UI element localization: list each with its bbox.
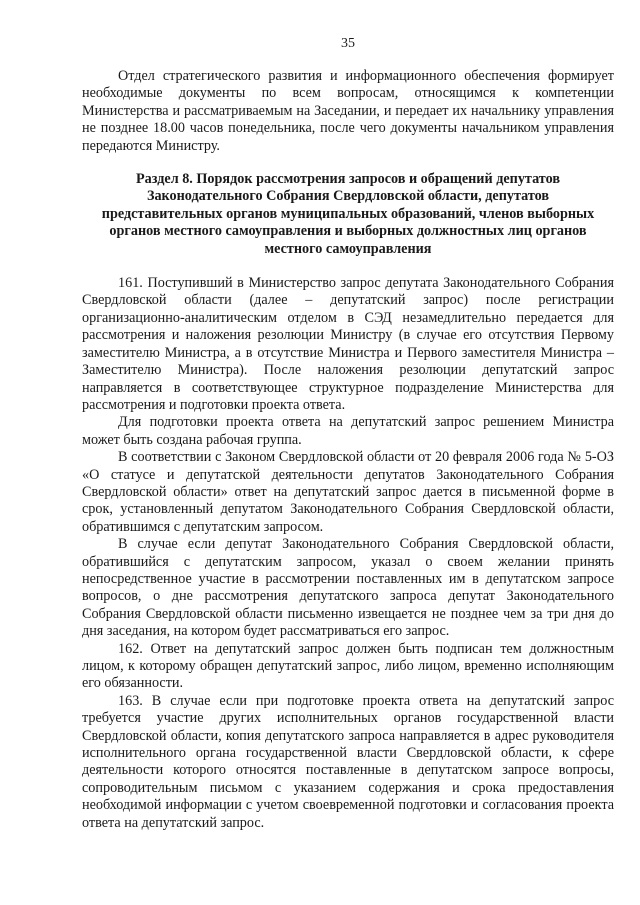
paragraph-163: 163. В случае если при подготовке проекта ответа на депутатский запрос требуется участие других исполнительных органов государственной власти Свердловской области, копия депутатского запроса направляется в адрес руководителя исполнительного органа государственной власти Свердловской области, к сфере деятельности которого относятся поставленные в депутатском запросе вопросы, сопроводительным письмом с указанием содержания и срока предоставления необходимой информации с учетом своевременной подготовки и согласования проекта ответа на депутатский запрос. <box>82 692 614 831</box>
section-heading: Раздел 8. Порядок рассмотрения запросов и обращений депутатов Законодательного Собрания Свердловской области, депутатов представительных органов муниципальных образований, членов выборных органов местного самоуправления и выборных должностных лиц органов местного самоуправления <box>101 171 595 257</box>
paragraph-law-reference: В соответствии с Законом Свердловской области от 20 февраля 2006 года № 5-ОЗ «О статусе и депутатской деятельности депутатов Законодательного Собрания Свердловской области» ответ на депутатский запрос дается в письменной форме в срок, установленный депутатом Законодательного Собрания Свердловской области, обратившимся с депутатским запросом. <box>82 449 614 535</box>
paragraph-161: 161. Поступивший в Министерство запрос депутата Законодательного Собрания Свердловской области (далее – депутатский запрос) после регистрации организационно-аналитическим отделом в СЭД незамедлительно передается для рассмотрения и наложения резолюции Министру (в случае его отсутствия Первому заместителю Министра, а в отсутствие Министра и Первого заместителя Министра – Заместителю Министра). После наложения резолюции депутатский запрос направляется в соответствующее структурное подразделение Министерства для рассмотрения и подготовки проекта ответа. <box>82 275 614 413</box>
paragraph-working-group: Для подготовки проекта ответа на депутатский запрос решением Министра может быть создана рабочая группа. <box>82 414 614 448</box>
page-number: 35 <box>341 36 355 51</box>
intro-paragraph: Отдел стратегического развития и информационного обеспечения формирует необходимые документы по всем вопросам, относящимся к компетенции Министерства и рассматриваемым на Заседании, и передает их начальнику управления не позднее 18.00 часов понедельника, после чего документы начальником управления передаются Министру. <box>82 68 614 154</box>
document-body <box>82 68 614 832</box>
paragraph-deputy-participation: В случае если депутат Законодательного Собрания Свердловской области, обратившийся с депутатским запросом, указал о своем желании принять непосредственное участие в рассмотрении поставленных им в депутатском запросе вопросов, о дне рассмотрения депутатского запроса депутат Законодательного Собрания Свердловской области письменно извещается не позднее чем за три дня до дня заседания, на котором будет рассматриваться его запрос. <box>82 536 614 640</box>
paragraph-162: 162. Ответ на депутатский запрос должен быть подписан тем должностным лицом, к которому обращен депутатский запрос, либо лицом, временно исполняющим его обязанности. <box>82 640 614 692</box>
